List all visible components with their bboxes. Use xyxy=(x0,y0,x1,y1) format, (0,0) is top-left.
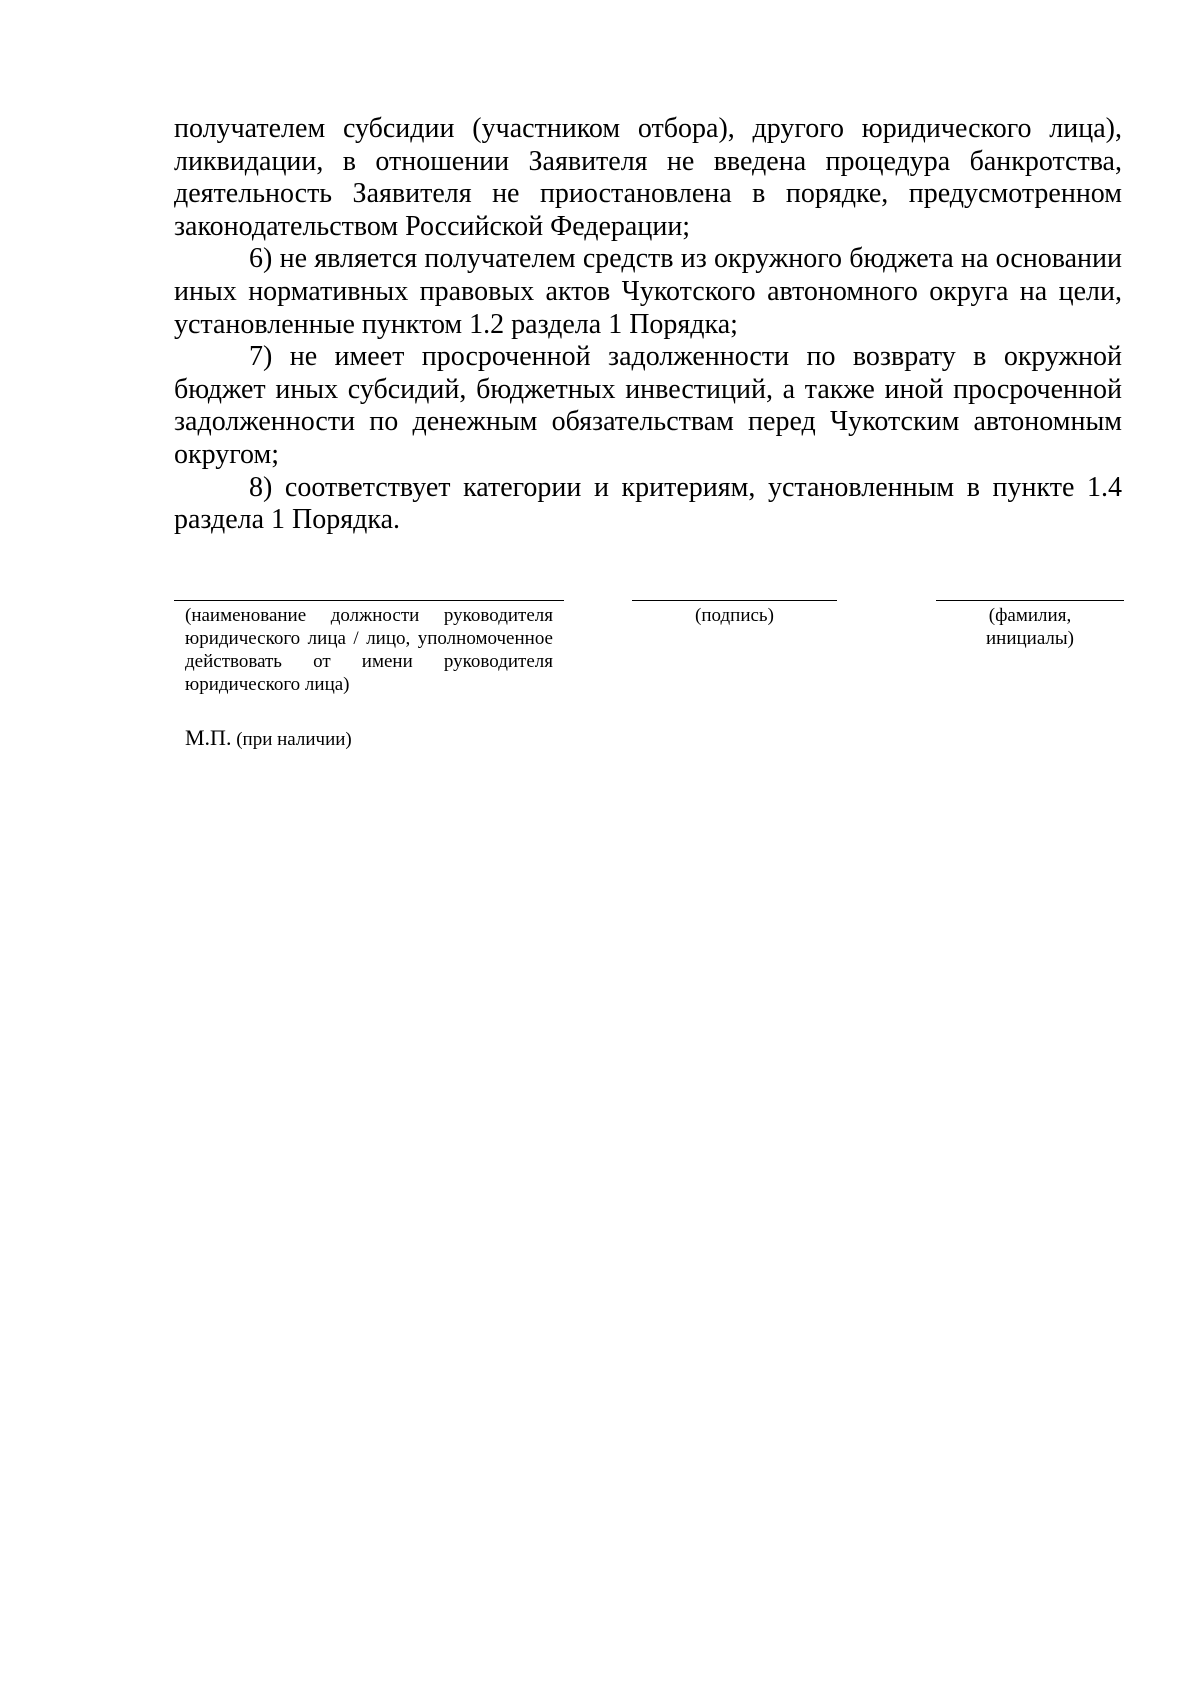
signature-caption: (подпись) xyxy=(695,605,774,626)
paragraph-item-7: 7) не имеет просроченной задолженности по возврату в окружной бюджет иных субсидий, бюджетных инвестиций, а также иной просроченной задолженности по денежным обязательствам перед Чукотским автономным округом; xyxy=(174,341,1122,470)
signature-position-block xyxy=(174,600,564,696)
paragraph-item-6: 6) не является получателем средств из окружного бюджета на основании иных нормативных правовых актов Чукотского автономного округа на цели, установленные пунктом 1.2 раздела 1 Порядка; xyxy=(174,243,1122,340)
seal-note: (при наличии) xyxy=(236,729,352,750)
paragraph-item-8: 8) соответствует категории и критериям, установленным в пункте 1.4 раздела 1 Порядка. xyxy=(174,471,1122,536)
position-caption: (наименование должности руководителя юридического лица / лицо, уполномоченное действовать от имени руководителя юридического лица) xyxy=(185,605,553,695)
name-caption: (фамилия, инициалы) xyxy=(985,605,1074,649)
seal-abbreviation: М.П. xyxy=(185,725,232,750)
name-signature-line xyxy=(936,600,1124,601)
paragraph-continuation: получателем субсидии (участником отбора), другого юридического лица), ликвидации, в отношении Заявителя не введена процедура банкротства, деятельность Заявителя не приостановлена в порядке, предусмотренном законодательством Российской Федерации; xyxy=(174,113,1122,242)
document-body xyxy=(174,113,1122,537)
signature-name-block xyxy=(936,600,1124,650)
seal-placeholder xyxy=(185,726,352,752)
position-signature-line xyxy=(174,600,564,601)
signature-sign-block xyxy=(632,600,837,627)
sign-signature-line xyxy=(632,600,837,601)
